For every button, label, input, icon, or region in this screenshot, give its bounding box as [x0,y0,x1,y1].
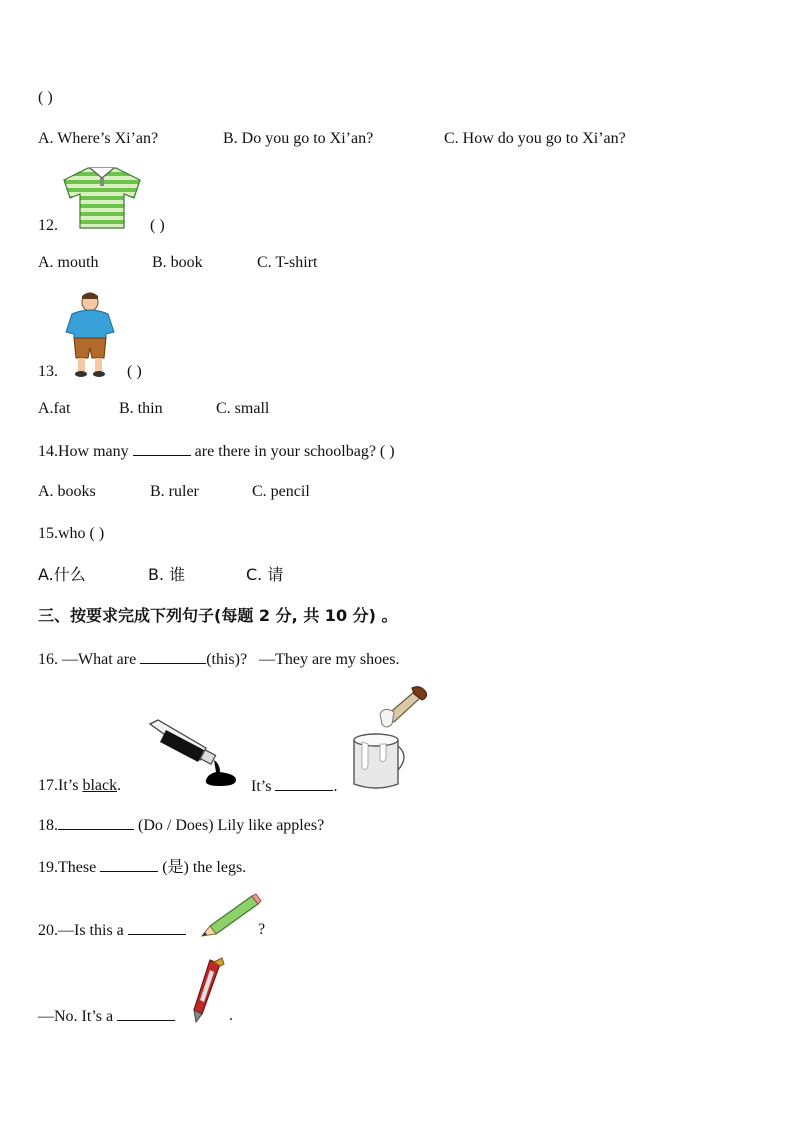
q17-dot: . [117,777,122,794]
q14-option-b: B. ruler [150,483,199,500]
q19-blank[interactable] [100,857,158,872]
q18-question [38,815,324,836]
q17-second-sentence [251,776,337,797]
fat-boy-icon [62,290,118,380]
q11-option-c: C. How do you go to Xi’an? [444,130,626,147]
q13-number: 13. [38,363,58,380]
q12-number: 12. [38,217,58,234]
q16-question [38,649,399,670]
q20b-blank[interactable] [117,1006,175,1021]
q16-text-before: 16. —What are [38,651,137,668]
q13-answer-paren: ( ) [127,363,142,380]
q20-text-before: 20.—Is this a [38,922,124,939]
q20b-answer [38,1006,175,1027]
q19-text-after: (是) the legs. [162,859,247,876]
q14-option-c: C. pencil [252,483,310,500]
pencil-icon [196,892,262,938]
q17-end: . [333,778,338,795]
black-paint-tube-icon [144,718,240,788]
q12-option-b: B. book [152,254,203,271]
q18-text-after: (Do / Does) Lily like apples? [138,817,325,834]
q15-option-c: C. 请 [246,565,284,584]
q13-option-a: A.fat [38,400,71,417]
q20-question [38,920,186,941]
q14-option-a: A. books [38,483,96,500]
q12-answer-paren: ( ) [150,217,165,234]
white-paint-bucket-icon [346,686,430,792]
q17-underlined-word: black [82,777,118,794]
q14-blank[interactable] [133,441,191,456]
q16-text-middle: (this)? [206,651,248,668]
q12-option-c: C. T-shirt [257,254,318,271]
q19-question [38,857,246,878]
q14-text-after: are there in your schoolbag? ( ) [194,443,395,460]
q20-blank[interactable] [128,920,186,935]
q17-prefix: 17.It’s [38,777,79,794]
q12-option-a: A. mouth [38,254,99,271]
q18-number: 18. [38,817,58,834]
q16-text-after: —They are my shoes. [259,651,400,668]
q19-text-before: 19.These [38,859,97,876]
q11-option-b: B. Do you go to Xi’an? [223,130,374,147]
q15-option-a: A.什么 [38,565,86,584]
section-3-heading: 三、按要求完成下列句子(每题 2 分, 共 10 分) 。 [38,606,398,625]
q20b-text-before: —No. It’s a [38,1008,114,1025]
q17-second-prefix: It’s [251,778,272,795]
q16-blank[interactable] [140,649,206,664]
q20b-period: . [229,1007,233,1024]
q17-blank[interactable] [275,776,333,791]
q15-option-b: B. 谁 [148,565,186,584]
q13-option-c: C. small [216,400,270,417]
q14-text-before: 14.How many [38,443,129,460]
striped-tshirt-icon [60,164,144,232]
q17-question [38,776,121,796]
q15-question: 15.who ( ) [38,525,105,542]
q11-answer-paren: ( ) [38,89,53,106]
q13-option-b: B. thin [119,400,163,417]
q14-question [38,441,395,462]
q20-question-mark: ? [258,921,266,938]
q11-option-a: A. Where’s Xi’an? [38,130,159,147]
q18-blank[interactable] [58,815,134,830]
pen-icon [188,956,228,1024]
